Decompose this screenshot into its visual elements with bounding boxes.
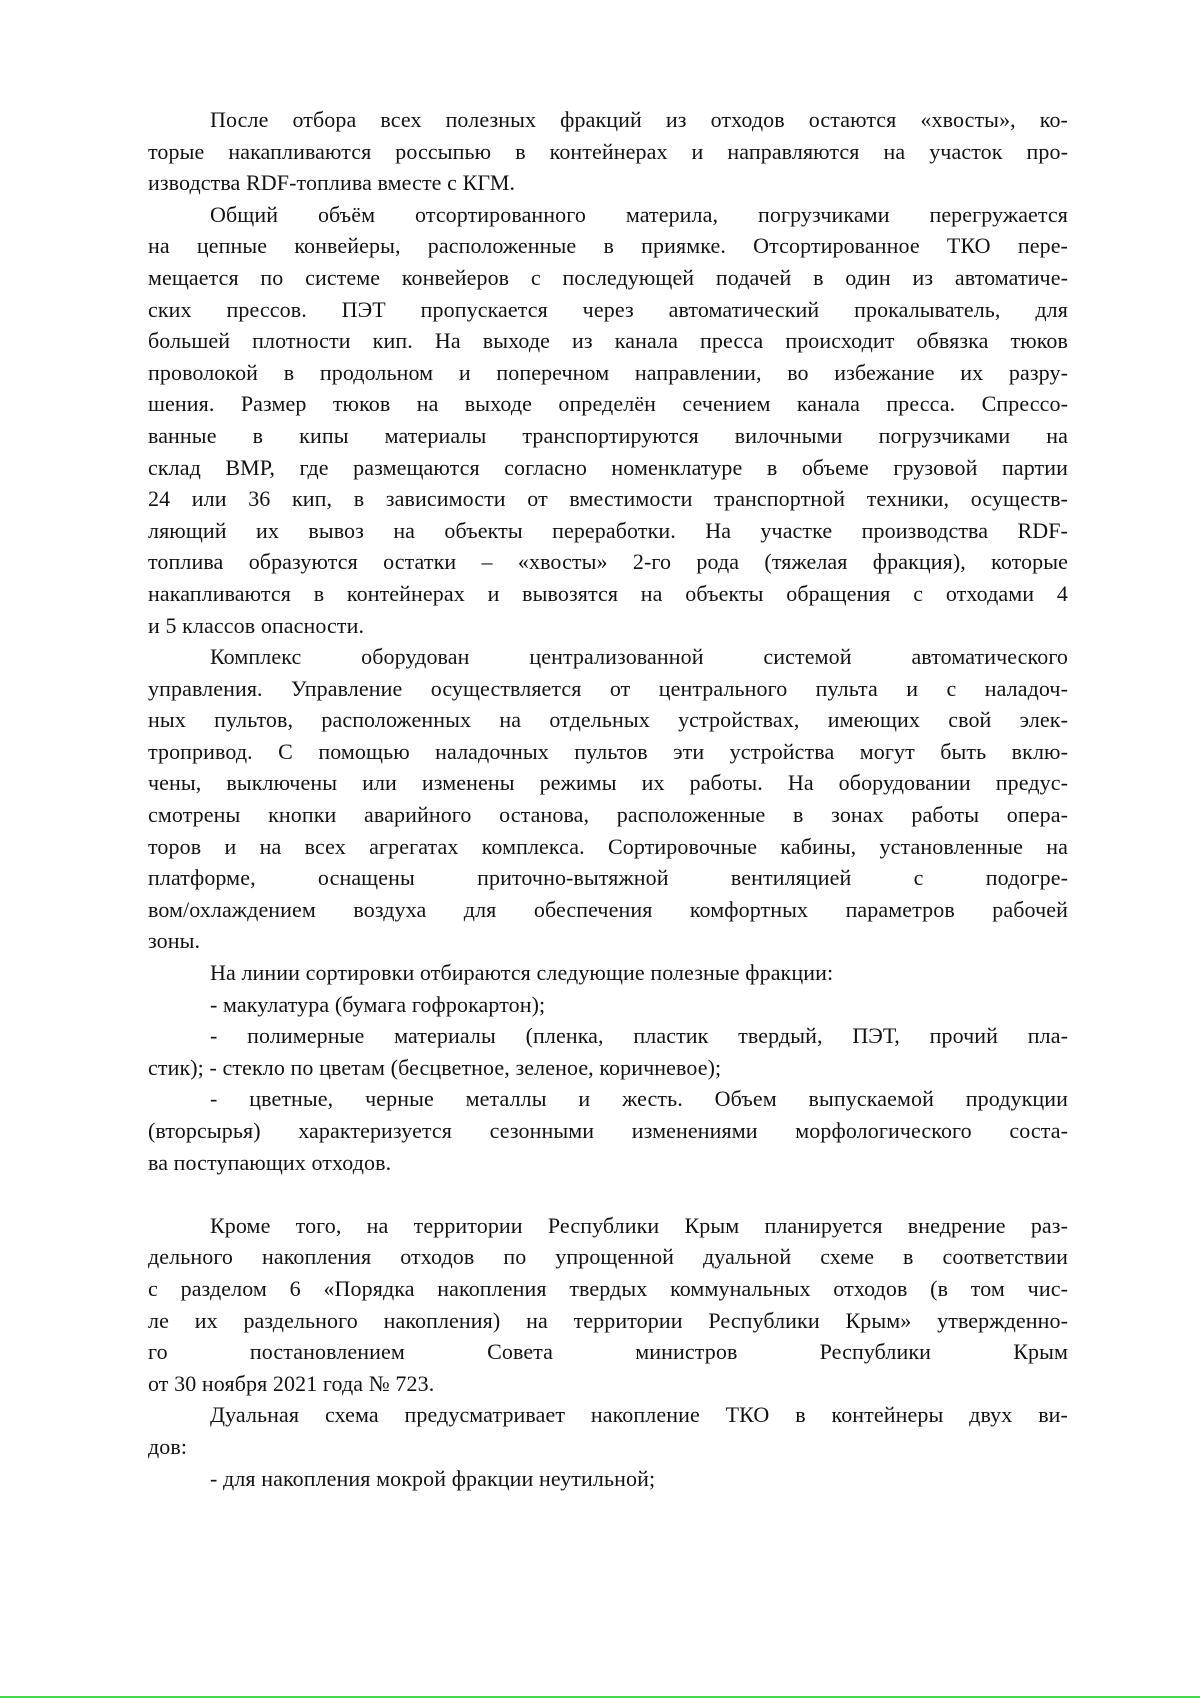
text-line: - для накопления мокрой фракции неутильной; (210, 1465, 656, 1491)
text-line: топлива образуются остатки – «хвосты» 2-го рода (тяжелая фракция), которые (148, 549, 1068, 575)
text-line: зоны. (148, 928, 201, 954)
text-line: накапливаются в контейнерах и вывозятся на объекты обращения с отходами 4 (148, 580, 1068, 606)
text-line: - макулатура (бумага гофрокартон); (210, 991, 546, 1017)
text-line: склад ВМР, где размещаются согласно номенклатуре в объеме грузовой партии (148, 454, 1068, 480)
text-line: Дуальная схема предусматривает накопление ТКО в контейнеры двух ви- (210, 1402, 1068, 1428)
text-line: и 5 классов опасности. (148, 612, 365, 638)
text-line: ных пультов, расположенных на отдельных устройствах, имеющих свой элек- (148, 707, 1068, 733)
text-line: от 30 ноября 2021 года № 723. (148, 1370, 435, 1396)
text-line: (вторсырья) характеризуется сезонными изменениями морфологического соста- (148, 1118, 1068, 1143)
text-line: ских прессов. ПЭТ пропускается через автоматический прокалыватель, для (148, 296, 1068, 322)
text-line: изводства RDF-топлива вместе с КГМ. (148, 170, 516, 196)
text-line: большей плотности кип. На выходе из канала пресса происходит обвязка тюков (148, 328, 1068, 354)
paragraph-spacer (148, 1178, 1068, 1210)
text-line: стик); - стекло по цветам (бесцветное, зеленое, коричневое); (148, 1054, 722, 1080)
text-line: дов: (148, 1433, 188, 1459)
text-line: управления. Управление осуществляется от центрального пульта и с наладоч- (148, 675, 1068, 701)
text-line: ва поступающих отходов. (148, 1149, 392, 1175)
text-line: с разделом 6 «Порядка накопления твердых коммунальных отходов (в том чис- (148, 1275, 1068, 1301)
text-line: го постановлением Совета министров Республики Крым (148, 1339, 1068, 1365)
text-line: Комплекс оборудован централизованной системой автоматического (210, 644, 1068, 670)
text-line: платформе, оснащены приточно-вытяжной вентиляцией с подогре- (148, 865, 1068, 891)
text-line: торые накапливаются россыпью в контейнерах и направляются на участок про- (148, 138, 1068, 164)
text-line: ванные в кипы материалы транспортируются вилочными погрузчиками на (148, 422, 1068, 448)
text-line: - полимерные материалы (пленка, пластик твердый, ПЭТ, прочий пла- (210, 1023, 1068, 1049)
text-line: ляющий их вывоз на объекты переработки. На участке производства RDF- (148, 517, 1068, 543)
text-line: Кроме того, на территории Республики Крым планируется внедрение раз- (210, 1212, 1068, 1238)
text-line: торов и на всех агрегатах комплекса. Сортировочные кабины, установленные на (148, 833, 1068, 859)
text-line: на цепные конвейеры, расположенные в приямке. Отсортированное ТКО пере- (148, 233, 1068, 259)
text-line: 24 или 36 кип, в зависимости от вместимости транспортной техники, осуществ- (148, 486, 1068, 512)
text-line: проволокой в продольном и поперечном направлении, во избежание их разру- (148, 359, 1068, 385)
text-line: вом/охлаждением воздуха для обеспечения комфортных параметров рабочей (148, 896, 1068, 922)
text-line: Общий объём отсортированного материла, погрузчиками перегружается (210, 201, 1068, 227)
text-line: дельного накопления отходов по упрощенной дуальной схеме в соответствии (148, 1244, 1068, 1270)
text-line: тропривод. С помощью наладочных пультов эти устройства могут быть вклю- (148, 738, 1068, 764)
text-line: После отбора всех полезных фракций из отходов остаются «хвосты», ко- (210, 107, 1068, 132)
text-line: На линии сортировки отбираются следующие полезные фракции: (210, 960, 834, 986)
text-line: мещается по системе конвейеров с последующей подачей в один из автоматиче- (148, 264, 1068, 290)
text-line: шения. Размер тюков на выходе определён сечением канала пресса. Спрессо- (148, 391, 1068, 417)
text-line: - цветные, черные металлы и жесть. Объем выпускаемой продукции (210, 1086, 1068, 1112)
text-line: ле их раздельного накопления) на территории Республики Крым» утвержденно- (148, 1307, 1068, 1333)
document-body (148, 104, 1068, 1494)
text-line: чены, выключены или изменены режимы их работы. На оборудовании предус- (148, 770, 1068, 796)
text-line: смотрены кнопки аварийного останова, расположенные в зонах работы опера- (148, 802, 1068, 828)
